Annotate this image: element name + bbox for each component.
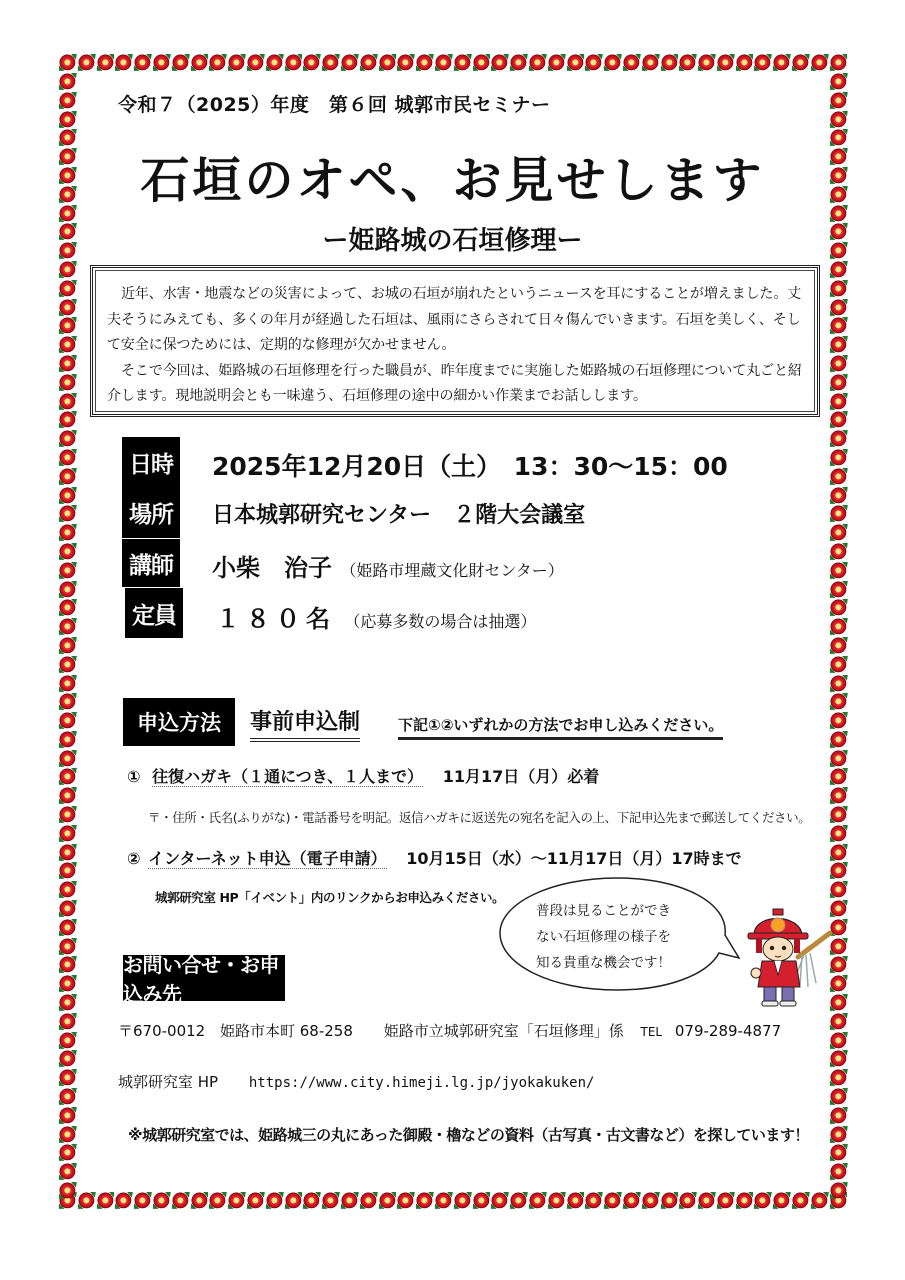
flower-icon [58,561,77,580]
flower-icon [378,53,397,72]
flower-icon [490,1191,509,1210]
flower-icon [58,824,77,843]
flower-icon [829,730,848,749]
flower-icon [829,1087,848,1106]
flower-icon [547,1191,566,1210]
flower-icon [829,617,848,636]
flower-icon [434,1191,453,1210]
footer-note: ※城郭研究室では、姫路城三の丸にあった御殿・櫓などの資料（古写真・古文書など）を探しています！ [128,1126,809,1144]
method-1-number: ① [127,767,141,786]
flower-icon [58,730,77,749]
flower-icon [660,1191,679,1210]
flower-icon [753,53,772,72]
flower-icon [829,72,848,91]
flower-icon [829,373,848,392]
flower-icon [490,53,509,72]
flower-icon [772,1191,791,1210]
hp-label: 城郭研究室 HP [118,1073,219,1091]
flower-icon [58,1012,77,1031]
flower-icon [58,805,77,824]
flower-icon [302,1191,321,1210]
flower-icon [58,504,77,523]
flower-icon [829,410,848,429]
flower-icon [321,1191,340,1210]
flower-icon [58,486,77,505]
flower-icon [58,279,77,298]
flower-icon [58,918,77,937]
flower-icon [829,542,848,561]
flower-icon [58,53,77,72]
flower-icon [58,392,77,411]
flower-icon [77,1191,96,1210]
method-2-deadline: 10月15日（水）～11月17日（月）17時まで [406,849,742,868]
flower-icon [829,1162,848,1181]
flower-icon [829,692,848,711]
flower-icon [58,373,77,392]
flower-icon [829,467,848,486]
flower-icon [58,448,77,467]
flower-icon [829,504,848,523]
flower-icon [190,1191,209,1210]
application-label: 申込方法 [123,698,235,746]
venue-value: 日本城郭研究センター ２階大会議室 [212,503,586,528]
flower-icon [208,1191,227,1210]
intro-paragraph-2: そこで今回は、姫路城の石垣修理を行った職員が、昨年度までに実施した姫路城の石垣修理について丸ごと紹介します。現地説明会とも一味違う、石垣修理の途中の細かい作業までお話しします。 [107,362,802,404]
flower-icon [829,1181,848,1200]
flower-icon [829,711,848,730]
venue-label: 場所 [122,487,180,538]
flower-icon [509,53,528,72]
flower-icon [791,1191,810,1210]
application-instruction: 下記①②いずれかの方法でお申し込みください。 [398,714,723,740]
speech-bubble-text [536,898,671,976]
flower-icon [58,617,77,636]
flower-icon [396,1191,415,1210]
flower-icon [58,410,77,429]
flower-icon [58,636,77,655]
flower-icon [829,824,848,843]
postal-code: 〒670-0012 [118,1022,206,1040]
flower-icon [829,298,848,317]
flower-icon [829,335,848,354]
flower-icon [453,1191,472,1210]
flower-icon [58,467,77,486]
capacity-row [216,599,536,634]
flower-icon [622,1191,641,1210]
flower-icon [641,53,660,72]
flower-icon [58,937,77,956]
flower-icon [58,260,77,279]
flower-icon [603,1191,622,1210]
flower-icon [660,53,679,72]
flower-icon [829,880,848,899]
flower-icon [829,279,848,298]
capacity-label: 定員 [125,588,183,638]
flower-icon [246,53,265,72]
flower-icon [340,1191,359,1210]
flower-icon [133,1191,152,1210]
flower-icon [622,53,641,72]
flower-icon [810,53,829,72]
flower-icon [697,1191,716,1210]
contact-address-line [118,1020,781,1041]
flower-icon [208,53,227,72]
flower-icon [829,1012,848,1031]
method-2-note: 城郭研究室 HP「イベント」内のリンクからお申込みください。 [155,890,505,905]
hp-url-link[interactable]: https://www.city.himeji.lg.jp/jyokakuken/ [248,1075,595,1091]
flower-icon [227,1191,246,1210]
flower-icon [829,486,848,505]
datetime-value: 2025年12月20日（土） 13：30～15：00 [212,452,728,481]
flower-border-bottom [58,1191,847,1210]
flower-icon [359,1191,378,1210]
flower-icon [58,674,77,693]
flower-icon [829,749,848,768]
capacity-note: （応募多数の場合は抽選） [344,612,537,631]
method-2 [127,846,742,869]
method-2-name: インターネット申込（電子申請） [148,849,387,868]
flower-icon [58,110,77,129]
flower-icon [829,392,848,411]
flower-icon [58,1143,77,1162]
flower-border-top [58,53,847,72]
page-title: 石垣のオペ、お見せします [140,152,765,209]
flower-icon [716,53,735,72]
flower-icon [58,786,77,805]
flower-icon [58,899,77,918]
flower-icon [829,1031,848,1050]
flower-icon [58,749,77,768]
flower-icon [302,53,321,72]
flower-icon [566,1191,585,1210]
flower-icon [58,335,77,354]
flower-icon [171,1191,190,1210]
flower-icon [716,1191,735,1210]
flower-icon [528,1191,547,1210]
flower-icon [265,53,284,72]
flower-icon [603,53,622,72]
flower-icon [829,448,848,467]
flower-icon [96,53,115,72]
flower-icon [472,1191,491,1210]
office-name: 姫路市立城郭研究室「石垣修理」係 [383,1022,624,1040]
flower-icon [265,1191,284,1210]
flower-icon [829,805,848,824]
method-1-deadline: 11月17日（月）必着 [442,767,600,786]
datetime-label: 日時 [122,437,180,487]
flower-icon [829,1143,848,1162]
flower-icon [58,523,77,542]
flower-icon [829,598,848,617]
flower-icon [584,1191,603,1210]
intro-box [90,265,820,417]
flower-icon [415,53,434,72]
flower-icon [58,354,77,373]
flower-icon [359,53,378,72]
flower-icon [58,955,77,974]
speech-line-1: 普段は見ることができ [536,903,671,919]
flower-icon [58,580,77,599]
flower-icon [246,1191,265,1210]
flower-icon [829,636,848,655]
flower-icon [829,1068,848,1087]
flower-icon [96,1191,115,1210]
flower-icon [284,53,303,72]
flower-icon [415,1191,434,1210]
flower-icon [810,1191,829,1210]
flower-icon [829,786,848,805]
flower-icon [735,1191,754,1210]
flower-icon [829,767,848,786]
flower-icon [829,523,848,542]
method-1 [127,764,599,787]
speech-line-2: ない石垣修理の様子を [536,929,671,945]
flower-icon [829,561,848,580]
flower-icon [58,1087,77,1106]
tel-label: TEL [640,1025,663,1039]
flower-icon [114,53,133,72]
flower-icon [321,53,340,72]
flower-icon [829,674,848,693]
flower-icon [584,53,603,72]
flower-icon [791,53,810,72]
lecturer-affiliation: （姫路市埋蔵文化財センター） [340,561,564,580]
flower-icon [58,1106,77,1125]
flower-icon [114,1191,133,1210]
flower-icon [829,53,848,72]
flower-icon [58,711,77,730]
flower-icon [227,53,246,72]
flower-icon [58,542,77,561]
flower-icon [829,655,848,674]
lecturer-row [212,548,564,583]
flower-icon [58,692,77,711]
lecturer-label: 講師 [122,539,180,587]
flower-icon [735,53,754,72]
flower-icon [58,598,77,617]
method-1-name: 往復ハガキ（１通につき、１人まで） [152,767,424,786]
samurai-mascot-icon [740,905,835,1010]
flower-icon [678,1191,697,1210]
method-1-note: 〒・住所・氏名(ふりがな)・電話番号を明記。返信ハガキに返送先の宛名を記入の上、下記申込先まで郵送してください。 [148,810,811,825]
flower-icon [396,53,415,72]
flower-icon [171,53,190,72]
page-subtitle: ー姫路城の石垣修理ー [322,226,583,256]
flower-icon [58,91,77,110]
flower-icon [58,1049,77,1068]
seminar-series: 令和７（2025）年度 第６回 城郭市民セミナー [118,94,551,116]
flower-icon [58,1125,77,1144]
flower-icon [829,843,848,862]
flower-icon [829,1049,848,1068]
flower-icon [190,53,209,72]
flower-icon [378,1191,397,1210]
flower-icon [547,53,566,72]
flower-icon [58,1031,77,1050]
address: 姫路市本町 68-258 [220,1022,353,1040]
flower-icon [528,53,547,72]
application-type: 事前申込制 [250,705,360,742]
flower-icon [829,580,848,599]
flower-icon [678,53,697,72]
flower-icon [58,767,77,786]
flower-icon [697,53,716,72]
flower-icon [829,1125,848,1144]
flower-icon [434,53,453,72]
flower-icon [133,53,152,72]
speech-line-3: 知る貴重な機会です！ [536,955,671,971]
flower-icon [58,316,77,335]
capacity-value: １８０名 [216,605,336,633]
flower-icon [58,72,77,91]
flower-icon [58,655,77,674]
flower-icon [284,1191,303,1210]
lecturer-name: 小柴 治子 [212,554,332,582]
flower-icon [753,1191,772,1210]
flower-icon [829,91,848,110]
flower-icon [58,993,77,1012]
flower-icon [453,53,472,72]
flower-icon [566,53,585,72]
intro-paragraph-1: 近年、水害・地震などの災害によって、お城の石垣が崩れたというニュースを耳にすることが増えました。丈夫そうにみえても、多くの年月が経過した石垣は、風雨にさらされて日々傷んでいきます。石垣を美しく、そして安全に保つためには、定期的な修理が欠かせません。 [107,286,802,353]
flower-icon [829,316,848,335]
flower-icon [829,429,848,448]
tel-number: 079-289-4877 [674,1022,782,1040]
flower-icon [829,1106,848,1125]
flower-icon [829,861,848,880]
flower-icon [58,298,77,317]
flower-icon [58,1068,77,1087]
flower-icon [829,354,848,373]
flower-icon [77,53,96,72]
flower-icon [472,53,491,72]
flower-icon [509,1191,528,1210]
flower-icon [58,861,77,880]
flower-icon [641,1191,660,1210]
flower-icon [58,843,77,862]
flower-icon [58,974,77,993]
flower-icon [340,53,359,72]
flower-icon [152,53,171,72]
contact-label: お問い合せ・お申込み先 [123,955,285,1001]
flower-icon [152,1191,171,1210]
flower-icon [58,429,77,448]
flower-icon [829,260,848,279]
contact-hp-line [118,1071,594,1092]
flower-icon [772,53,791,72]
flower-icon [58,1162,77,1181]
flower-icon [58,1181,77,1200]
flower-icon [829,110,848,129]
method-2-number: ② [127,849,141,868]
flower-icon [58,880,77,899]
